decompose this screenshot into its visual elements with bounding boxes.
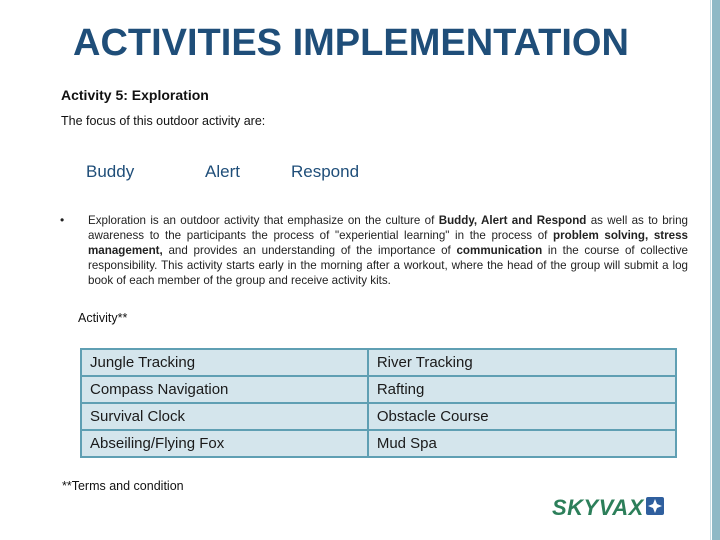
page-title: ACTIVITIES IMPLEMENTATION xyxy=(73,22,629,64)
terms-note: **Terms and condition xyxy=(62,479,184,493)
logo-star-icon xyxy=(646,497,664,520)
table-row xyxy=(80,348,677,377)
activities-table xyxy=(80,348,677,458)
para-text-1: Exploration is an outdoor activity that emphasize on the culture of xyxy=(88,214,439,227)
keyword-buddy: Buddy xyxy=(86,162,135,181)
keyword-respond: Respond xyxy=(291,162,360,181)
focus-intro: The focus of this outdoor activity are: xyxy=(61,114,266,128)
side-accent-line xyxy=(710,0,711,540)
bullet-dot: • xyxy=(60,213,65,227)
table-row xyxy=(80,377,677,404)
para-bold-3: communication xyxy=(456,244,543,257)
para-bold-2: problem solving, stress management, xyxy=(88,229,688,257)
activity-cell: River Tracking xyxy=(369,348,677,377)
activity-cell: Jungle Tracking xyxy=(80,348,369,377)
activity-cell: Abseiling/Flying Fox xyxy=(80,431,369,458)
side-accent-bar xyxy=(712,0,720,540)
activity-cell: Obstacle Course xyxy=(369,404,677,431)
para-text-3: and provides an understanding of the importance of xyxy=(162,244,457,257)
activity-cell: Rafting xyxy=(369,377,677,404)
activity-cell: Compass Navigation xyxy=(80,377,369,404)
activity-cell: Survival Clock xyxy=(80,404,369,431)
para-bold-1: Buddy, Alert and Respond xyxy=(438,214,587,227)
table-row xyxy=(80,431,677,458)
para-text-2: as well as to bring awareness to the participants the process of "experiential learning" in the process of xyxy=(88,214,688,242)
company-logo xyxy=(552,495,664,521)
keyword-alert: Alert xyxy=(205,162,240,181)
para-text-4: in the course of collective responsibility. This activity starts early in the morning after a workout, where the head of the group will submit a log book of each member of the group and receive activity kits. xyxy=(88,244,689,287)
logo-wordmark: SKYVAX xyxy=(552,495,644,520)
activity-cell: Mud Spa xyxy=(369,431,677,458)
activity-list-label: Activity** xyxy=(78,311,128,325)
table-row xyxy=(80,404,677,431)
activity-heading: Activity 5: Exploration xyxy=(61,87,209,103)
description-paragraph xyxy=(88,213,688,288)
